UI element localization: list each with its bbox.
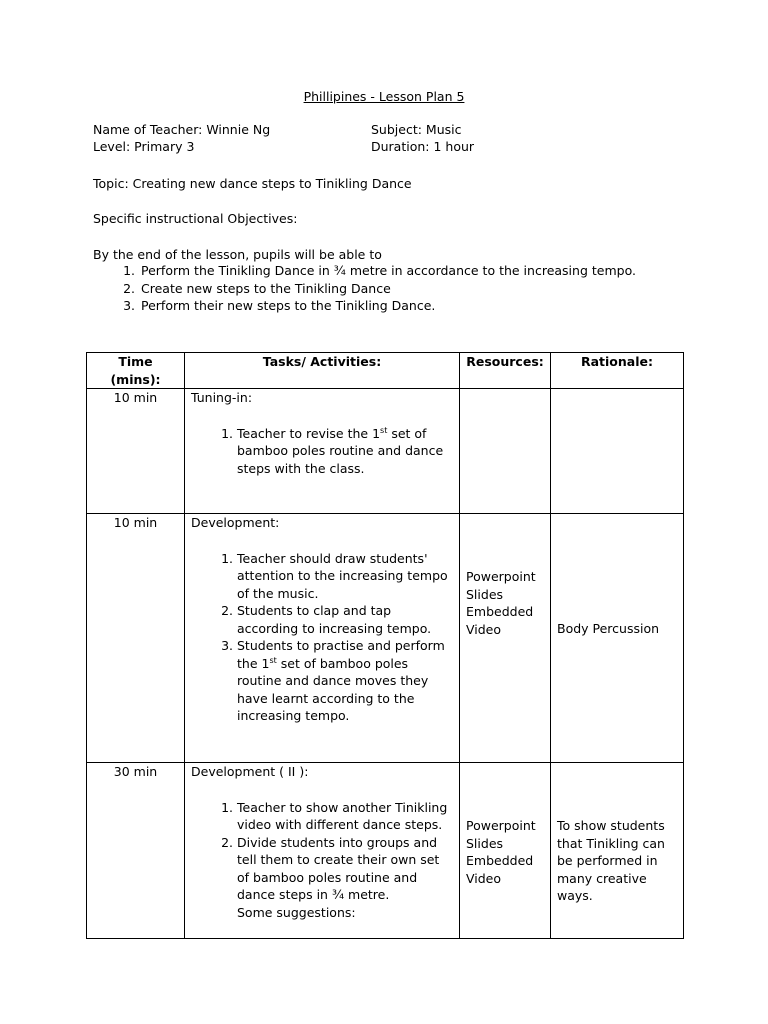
- resources-cell: [460, 389, 551, 514]
- time-cell: 10 min: [87, 389, 185, 514]
- task-steps: [191, 425, 453, 478]
- task-heading: Development ( II ):: [191, 764, 309, 779]
- objective-item: 2. Create new steps to the Tinikling Dance: [139, 280, 759, 298]
- level: Level: Primary 3: [93, 139, 195, 154]
- task-step: 1. Teacher should draw students' attention to the increasing tempo of the music.: [237, 550, 453, 603]
- task-step: 3. Students to practise and perform the 1st set of bamboo poles routine and dance moves they have learnt according to the increasing tempo.: [237, 637, 453, 725]
- header-time: Time (mins):: [87, 353, 185, 389]
- task-step: 1. Teacher to revise the 1st set of bamboo poles routine and dance steps with the class.: [237, 425, 453, 478]
- task-step: 1. Teacher to show another Tinikling video with different dance steps.: [237, 799, 453, 834]
- rationale-cell: Body Percussion: [551, 514, 684, 763]
- task-heading: Tuning-in:: [191, 390, 253, 405]
- task-steps: [191, 550, 453, 725]
- objectives-list: [93, 262, 759, 315]
- time-cell: 10 min: [87, 514, 185, 763]
- lesson-plan-table: [86, 352, 684, 939]
- rationale-cell: To show students that Tinikling can be performed in many creative ways.: [551, 763, 684, 939]
- resources-cell: Powerpoint Slides Embedded Video: [460, 514, 551, 763]
- objectives-heading: Specific instructional Objectives:: [93, 211, 298, 226]
- table-row: [87, 514, 684, 763]
- objective-item: 1. Perform the Tinikling Dance in ¾ metre in accordance to the increasing tempo.: [139, 262, 759, 280]
- tasks-cell: [185, 514, 460, 763]
- rationale-cell: [551, 389, 684, 514]
- task-note: Some suggestions:: [237, 904, 356, 920]
- task-step: 2. Students to clap and tap according to increasing tempo.: [237, 602, 453, 637]
- objectives-intro: By the end of the lesson, pupils will be able to: [93, 247, 382, 262]
- table-row: [87, 389, 684, 514]
- task-heading: Development:: [191, 515, 280, 530]
- teacher-name: Name of Teacher: Winnie Ng: [93, 122, 271, 137]
- header-tasks: Tasks/ Activities:: [185, 353, 460, 389]
- task-step: 2. Divide students into groups and tell them to create their own set of bamboo poles routine and dance steps in ¾ metre.: [237, 834, 453, 904]
- subject: Subject: Music: [371, 122, 462, 137]
- document-title: Phillipines - Lesson Plan 5: [303, 89, 465, 104]
- table-header-row: [87, 353, 684, 389]
- topic: Topic: Creating new dance steps to Tinikling Dance: [93, 176, 412, 191]
- resources-cell: Powerpoint Slides Embedded Video: [460, 763, 551, 939]
- header-rationale: Rationale:: [551, 353, 684, 389]
- tasks-cell: [185, 763, 460, 939]
- time-cell: 30 min: [87, 763, 185, 939]
- header-resources: Resources:: [460, 353, 551, 389]
- table-row: [87, 763, 684, 939]
- duration: Duration: 1 hour: [371, 139, 475, 154]
- task-steps: [191, 799, 453, 904]
- objective-item: 3. Perform their new steps to the Tinikling Dance.: [139, 297, 759, 315]
- tasks-cell: [185, 389, 460, 514]
